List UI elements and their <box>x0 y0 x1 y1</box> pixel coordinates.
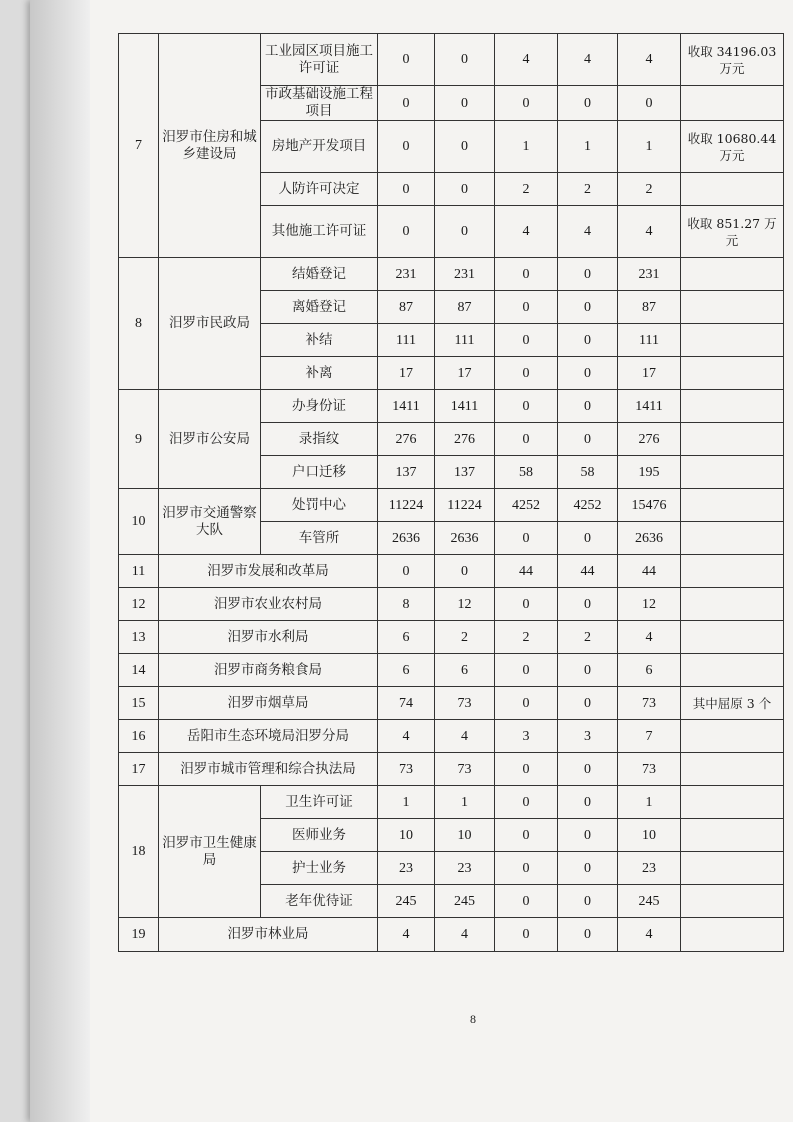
value-cell: 276 <box>378 423 435 456</box>
value-cell: 4 <box>495 34 558 86</box>
value-cell: 245 <box>378 885 435 918</box>
value-cell: 1 <box>378 786 435 819</box>
value-cell: 2 <box>495 621 558 654</box>
row-number-cell: 19 <box>119 918 159 952</box>
value-cell: 1 <box>618 121 681 173</box>
department-cell: 汨罗市住房和城乡建设局 <box>159 34 261 258</box>
value-cell: 23 <box>435 852 495 885</box>
value-cell: 7 <box>618 720 681 753</box>
value-cell: 87 <box>378 291 435 324</box>
value-cell: 4 <box>435 918 495 952</box>
table-row <box>119 786 784 819</box>
item-cell: 老年优待证 <box>261 885 378 918</box>
row-number-cell: 17 <box>119 753 159 786</box>
value-cell: 44 <box>558 555 618 588</box>
value-cell: 0 <box>558 885 618 918</box>
value-cell: 245 <box>618 885 681 918</box>
note-cell: 收取 34196.03 万元 <box>681 34 784 86</box>
value-cell: 3 <box>495 720 558 753</box>
value-cell: 195 <box>618 456 681 489</box>
value-cell: 245 <box>435 885 495 918</box>
value-cell: 2636 <box>435 522 495 555</box>
value-cell: 0 <box>558 390 618 423</box>
department-cell: 汨罗市发展和改革局 <box>159 555 378 588</box>
value-cell: 6 <box>378 621 435 654</box>
note-cell <box>681 588 784 621</box>
value-cell: 73 <box>618 753 681 786</box>
value-cell: 3 <box>558 720 618 753</box>
table-row <box>119 555 784 588</box>
note-cell <box>681 819 784 852</box>
row-number-cell: 7 <box>119 34 159 258</box>
value-cell: 276 <box>435 423 495 456</box>
value-cell: 0 <box>558 357 618 390</box>
note-cell <box>681 720 784 753</box>
value-cell: 0 <box>495 786 558 819</box>
value-cell: 4 <box>618 918 681 952</box>
item-cell: 办身份证 <box>261 390 378 423</box>
page-number: 8 <box>470 1012 476 1026</box>
value-cell: 73 <box>378 753 435 786</box>
value-cell: 0 <box>558 654 618 687</box>
value-cell: 137 <box>435 456 495 489</box>
table-row <box>119 753 784 786</box>
department-cell: 汨罗市水利局 <box>159 621 378 654</box>
value-cell: 2 <box>495 173 558 206</box>
item-cell: 录指纹 <box>261 423 378 456</box>
value-cell: 4 <box>435 720 495 753</box>
value-cell: 231 <box>618 258 681 291</box>
statistics-table <box>118 33 784 952</box>
item-cell: 处罚中心 <box>261 489 378 522</box>
item-cell: 房地产开发项目 <box>261 121 378 173</box>
note-cell <box>681 654 784 687</box>
table-row <box>119 489 784 522</box>
value-cell: 17 <box>378 357 435 390</box>
item-cell: 其他施工许可证 <box>261 206 378 258</box>
value-cell: 231 <box>435 258 495 291</box>
value-cell: 23 <box>378 852 435 885</box>
row-number-cell: 9 <box>119 390 159 489</box>
value-cell: 12 <box>435 588 495 621</box>
value-cell: 73 <box>435 687 495 720</box>
table-row <box>119 390 784 423</box>
row-number-cell: 16 <box>119 720 159 753</box>
value-cell: 0 <box>495 522 558 555</box>
item-cell: 离婚登记 <box>261 291 378 324</box>
row-number-cell: 14 <box>119 654 159 687</box>
value-cell: 2 <box>558 173 618 206</box>
department-cell: 汨罗市农业农村局 <box>159 588 378 621</box>
value-cell: 11224 <box>378 489 435 522</box>
row-number-cell: 12 <box>119 588 159 621</box>
value-cell: 12 <box>618 588 681 621</box>
note-cell: 其中屈原 3 个 <box>681 687 784 720</box>
value-cell: 0 <box>558 324 618 357</box>
value-cell: 0 <box>495 390 558 423</box>
note-cell <box>681 291 784 324</box>
value-cell: 0 <box>378 555 435 588</box>
value-cell: 0 <box>558 291 618 324</box>
note-cell <box>681 885 784 918</box>
value-cell: 0 <box>495 588 558 621</box>
note-cell <box>681 753 784 786</box>
value-cell: 58 <box>495 456 558 489</box>
item-cell: 人防许可决定 <box>261 173 378 206</box>
table-row <box>119 258 784 291</box>
value-cell: 0 <box>558 588 618 621</box>
value-cell: 15476 <box>618 489 681 522</box>
value-cell: 0 <box>435 34 495 86</box>
value-cell: 0 <box>558 852 618 885</box>
value-cell: 0 <box>558 687 618 720</box>
value-cell: 0 <box>435 86 495 121</box>
value-cell: 0 <box>378 34 435 86</box>
value-cell: 0 <box>378 121 435 173</box>
item-cell: 工业园区项目施工许可证 <box>261 34 378 86</box>
value-cell: 276 <box>618 423 681 456</box>
value-cell: 4 <box>558 206 618 258</box>
value-cell: 0 <box>435 121 495 173</box>
row-number-cell: 15 <box>119 687 159 720</box>
value-cell: 4252 <box>495 489 558 522</box>
item-cell: 车管所 <box>261 522 378 555</box>
value-cell: 4 <box>378 720 435 753</box>
value-cell: 74 <box>378 687 435 720</box>
item-cell: 卫生许可证 <box>261 786 378 819</box>
value-cell: 0 <box>495 324 558 357</box>
note-cell <box>681 423 784 456</box>
value-cell: 44 <box>618 555 681 588</box>
department-cell: 汨罗市民政局 <box>159 258 261 390</box>
value-cell: 111 <box>618 324 681 357</box>
value-cell: 10 <box>435 819 495 852</box>
department-cell: 岳阳市生态环境局汨罗分局 <box>159 720 378 753</box>
value-cell: 4 <box>618 34 681 86</box>
value-cell: 0 <box>378 206 435 258</box>
value-cell: 1 <box>435 786 495 819</box>
note-cell <box>681 86 784 121</box>
value-cell: 6 <box>435 654 495 687</box>
value-cell: 4 <box>558 34 618 86</box>
table-row <box>119 588 784 621</box>
value-cell: 0 <box>495 654 558 687</box>
note-cell <box>681 489 784 522</box>
table-body <box>119 34 784 952</box>
value-cell: 1411 <box>618 390 681 423</box>
note-cell <box>681 324 784 357</box>
item-cell: 护士业务 <box>261 852 378 885</box>
note-cell <box>681 852 784 885</box>
value-cell: 87 <box>435 291 495 324</box>
value-cell: 4252 <box>558 489 618 522</box>
note-cell: 收取 851.27 万元 <box>681 206 784 258</box>
value-cell: 2636 <box>378 522 435 555</box>
value-cell: 4 <box>618 206 681 258</box>
value-cell: 44 <box>495 555 558 588</box>
item-cell: 户口迁移 <box>261 456 378 489</box>
value-cell: 1 <box>618 786 681 819</box>
value-cell: 0 <box>495 885 558 918</box>
value-cell: 0 <box>558 819 618 852</box>
table-row <box>119 687 784 720</box>
value-cell: 0 <box>378 86 435 121</box>
value-cell: 2 <box>618 173 681 206</box>
value-cell: 23 <box>618 852 681 885</box>
department-cell: 汨罗市林业局 <box>159 918 378 952</box>
value-cell: 6 <box>618 654 681 687</box>
value-cell: 0 <box>495 258 558 291</box>
value-cell: 2 <box>435 621 495 654</box>
value-cell: 17 <box>618 357 681 390</box>
department-cell: 汨罗市商务粮食局 <box>159 654 378 687</box>
value-cell: 73 <box>435 753 495 786</box>
value-cell: 10 <box>618 819 681 852</box>
table-row <box>119 34 784 86</box>
value-cell: 2 <box>558 621 618 654</box>
value-cell: 0 <box>558 753 618 786</box>
note-cell <box>681 621 784 654</box>
item-cell: 医师业务 <box>261 819 378 852</box>
note-cell <box>681 786 784 819</box>
document-page <box>30 0 793 1122</box>
value-cell: 137 <box>378 456 435 489</box>
row-number-cell: 8 <box>119 258 159 390</box>
row-number-cell: 18 <box>119 786 159 918</box>
note-cell <box>681 390 784 423</box>
item-cell: 补离 <box>261 357 378 390</box>
value-cell: 58 <box>558 456 618 489</box>
value-cell: 0 <box>378 173 435 206</box>
note-cell <box>681 456 784 489</box>
value-cell: 0 <box>435 555 495 588</box>
note-cell: 收取 10680.44 万元 <box>681 121 784 173</box>
value-cell: 0 <box>495 819 558 852</box>
value-cell: 0 <box>558 522 618 555</box>
value-cell: 6 <box>378 654 435 687</box>
item-cell: 市政基础设施工程项目 <box>261 86 378 121</box>
department-cell: 汨罗市交通警察大队 <box>159 489 261 555</box>
value-cell: 0 <box>558 258 618 291</box>
department-cell: 汨罗市城市管理和综合执法局 <box>159 753 378 786</box>
value-cell: 1 <box>558 121 618 173</box>
table-row <box>119 654 784 687</box>
value-cell: 0 <box>558 86 618 121</box>
value-cell: 111 <box>435 324 495 357</box>
value-cell: 0 <box>495 357 558 390</box>
value-cell: 4 <box>378 918 435 952</box>
value-cell: 0 <box>495 852 558 885</box>
value-cell: 0 <box>558 423 618 456</box>
note-cell <box>681 918 784 952</box>
value-cell: 2636 <box>618 522 681 555</box>
value-cell: 0 <box>495 291 558 324</box>
value-cell: 4 <box>618 621 681 654</box>
note-cell <box>681 357 784 390</box>
table-row <box>119 918 784 952</box>
value-cell: 0 <box>435 173 495 206</box>
value-cell: 0 <box>618 86 681 121</box>
note-cell <box>681 555 784 588</box>
note-cell <box>681 258 784 291</box>
value-cell: 231 <box>378 258 435 291</box>
value-cell: 1411 <box>435 390 495 423</box>
row-number-cell: 13 <box>119 621 159 654</box>
value-cell: 0 <box>495 687 558 720</box>
value-cell: 1411 <box>378 390 435 423</box>
value-cell: 87 <box>618 291 681 324</box>
department-cell: 汨罗市公安局 <box>159 390 261 489</box>
table-row <box>119 720 784 753</box>
department-cell: 汨罗市烟草局 <box>159 687 378 720</box>
value-cell: 0 <box>495 86 558 121</box>
value-cell: 11224 <box>435 489 495 522</box>
value-cell: 0 <box>435 206 495 258</box>
note-cell <box>681 522 784 555</box>
value-cell: 0 <box>558 786 618 819</box>
value-cell: 0 <box>495 918 558 952</box>
value-cell: 0 <box>495 753 558 786</box>
row-number-cell: 10 <box>119 489 159 555</box>
value-cell: 73 <box>618 687 681 720</box>
value-cell: 17 <box>435 357 495 390</box>
value-cell: 111 <box>378 324 435 357</box>
value-cell: 1 <box>495 121 558 173</box>
value-cell: 0 <box>495 423 558 456</box>
department-cell: 汨罗市卫生健康局 <box>159 786 261 918</box>
value-cell: 0 <box>558 918 618 952</box>
table-row <box>119 621 784 654</box>
value-cell: 8 <box>378 588 435 621</box>
row-number-cell: 11 <box>119 555 159 588</box>
item-cell: 结婚登记 <box>261 258 378 291</box>
value-cell: 10 <box>378 819 435 852</box>
note-cell <box>681 173 784 206</box>
item-cell: 补结 <box>261 324 378 357</box>
value-cell: 4 <box>495 206 558 258</box>
